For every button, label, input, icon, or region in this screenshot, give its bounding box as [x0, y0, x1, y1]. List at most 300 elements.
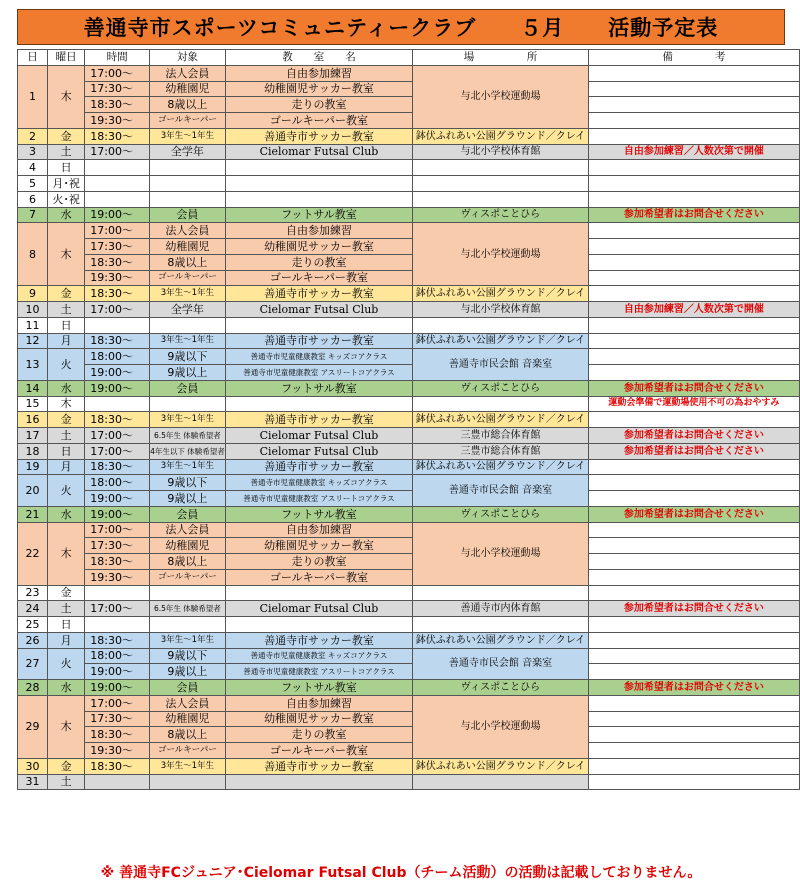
time-cell: 19:00～ [85, 664, 150, 680]
note-cell [588, 239, 799, 255]
note-cell: 参加希望者はお問合せください [588, 207, 799, 223]
day-number: 5 [18, 176, 48, 192]
class-name-cell [225, 617, 412, 633]
schedule-row [18, 286, 800, 302]
day-number: 16 [18, 412, 48, 428]
note-cell [588, 475, 799, 491]
header-time: 時間 [85, 50, 150, 66]
class-name-cell [225, 160, 412, 176]
place-cell: 鉢伏ふれあい公園グラウンド／クレイ [413, 632, 589, 648]
day-number: 29 [18, 695, 48, 758]
header-class-name: 教 室 名 [225, 50, 412, 66]
note-cell [588, 191, 799, 207]
header-weekday: 曜日 [47, 50, 84, 66]
target-cell [150, 585, 226, 601]
day-number: 19 [18, 459, 48, 475]
schedule-row [18, 191, 800, 207]
time-cell: 18:00～ [85, 475, 150, 491]
note-cell [588, 317, 799, 333]
weekday: 木 [47, 396, 84, 412]
note-cell: 運動会準備で運動場使用不可の為おやすみ [588, 396, 799, 412]
time-cell: 18:30～ [85, 286, 150, 302]
weekday: 月 [47, 632, 84, 648]
place-cell [413, 774, 589, 790]
weekday: 土 [47, 601, 84, 617]
time-cell: 17:30～ [85, 239, 150, 255]
target-cell: 8歳以上 [150, 554, 226, 570]
time-cell: 19:00～ [85, 506, 150, 522]
note-cell [588, 128, 799, 144]
time-cell: 18:30～ [85, 128, 150, 144]
class-name-cell: 走りの教室 [225, 727, 412, 743]
class-name-cell: Cielomar Futsal Club [225, 601, 412, 617]
header-place: 場 所 [413, 50, 589, 66]
day-number: 15 [18, 396, 48, 412]
note-cell [588, 160, 799, 176]
time-cell: 18:30～ [85, 632, 150, 648]
class-name-cell: 善通寺市サッカー教室 [225, 128, 412, 144]
schedule-row [18, 459, 800, 475]
class-name-cell: 善通寺市児童健康教室 アスリートコアクラス [225, 365, 412, 381]
time-cell: 19:00～ [85, 680, 150, 696]
class-name-cell: 善通寺市サッカー教室 [225, 459, 412, 475]
day-number: 3 [18, 144, 48, 160]
note-cell [588, 412, 799, 428]
class-name-cell: 走りの教室 [225, 554, 412, 570]
schedule-row [18, 554, 800, 570]
weekday: 月 [47, 333, 84, 349]
target-cell [150, 774, 226, 790]
target-cell: 8歳以上 [150, 727, 226, 743]
target-cell: ゴールキーパー [150, 270, 226, 286]
weekday: 木 [47, 522, 84, 585]
target-cell: 3年生～1年生 [150, 632, 226, 648]
class-name-cell: 善通寺市サッカー教室 [225, 632, 412, 648]
class-name-cell: 幼稚園児サッカー教室 [225, 538, 412, 554]
time-cell: 19:00～ [85, 207, 150, 223]
note-cell [588, 81, 799, 97]
target-cell: 幼稚園児 [150, 81, 226, 97]
class-name-cell: ゴールキーパー教室 [225, 113, 412, 129]
schedule-row [18, 632, 800, 648]
target-cell: 会員 [150, 680, 226, 696]
target-cell: 9歳以下 [150, 475, 226, 491]
schedule-row [18, 333, 800, 349]
time-cell [85, 396, 150, 412]
place-cell: ヴィスポことひら [413, 680, 589, 696]
target-cell: 幼稚園児 [150, 538, 226, 554]
note-cell [588, 695, 799, 711]
note-cell [588, 365, 799, 381]
class-name-cell: 善通寺市児童健康教室 アスリートコアクラス [225, 491, 412, 507]
note-cell [588, 459, 799, 475]
note-cell [588, 664, 799, 680]
weekday: 日 [47, 443, 84, 459]
note-cell: 自由参加練習／人数次第で開催 [588, 302, 799, 318]
place-cell: 与北小学校運動場 [413, 223, 589, 286]
weekday: 日 [47, 160, 84, 176]
schedule-row [18, 254, 800, 270]
schedule-row [18, 774, 800, 790]
target-cell: 9歳以上 [150, 491, 226, 507]
class-name-cell: 自由参加練習 [225, 223, 412, 239]
place-cell [413, 160, 589, 176]
note-cell [588, 176, 799, 192]
note-cell: 参加希望者はお問合せください [588, 380, 799, 396]
day-number: 8 [18, 223, 48, 286]
day-number: 11 [18, 317, 48, 333]
target-cell: 8歳以上 [150, 97, 226, 113]
schedule-row [18, 491, 800, 507]
weekday: 金 [47, 286, 84, 302]
class-name-cell: フットサル教室 [225, 207, 412, 223]
schedule-row [18, 727, 800, 743]
time-cell: 18:30～ [85, 554, 150, 570]
schedule-body [18, 65, 800, 790]
class-name-cell: 善通寺市児童健康教室 キッズコアクラス [225, 648, 412, 664]
schedule-row [18, 65, 800, 81]
note-cell [588, 113, 799, 129]
day-number: 10 [18, 302, 48, 318]
time-cell: 17:00～ [85, 443, 150, 459]
day-number: 21 [18, 506, 48, 522]
weekday: 火･祝 [47, 191, 84, 207]
time-cell [85, 191, 150, 207]
class-name-cell: 自由参加練習 [225, 65, 412, 81]
time-cell: 19:00～ [85, 380, 150, 396]
class-name-cell: 善通寺市サッカー教室 [225, 758, 412, 774]
class-name-cell: 善通寺市サッカー教室 [225, 412, 412, 428]
schedule-row [18, 585, 800, 601]
target-cell: ゴールキーパー [150, 569, 226, 585]
schedule-row [18, 617, 800, 633]
note-cell [588, 632, 799, 648]
place-cell: 三豊市総合体育館 [413, 428, 589, 444]
schedule-row [18, 412, 800, 428]
place-cell [413, 191, 589, 207]
weekday: 木 [47, 65, 84, 128]
place-cell: 善通寺市民会館 音楽室 [413, 648, 589, 680]
class-name-cell: Cielomar Futsal Club [225, 428, 412, 444]
time-cell: 17:00～ [85, 144, 150, 160]
schedule-row [18, 160, 800, 176]
place-cell: 善通寺市民会館 音楽室 [413, 475, 589, 507]
time-cell [85, 317, 150, 333]
place-cell [413, 585, 589, 601]
class-name-cell [225, 585, 412, 601]
schedule-row [18, 128, 800, 144]
weekday: 金 [47, 128, 84, 144]
time-cell: 17:00～ [85, 522, 150, 538]
class-name-cell: 自由参加練習 [225, 695, 412, 711]
place-cell: 与北小学校体育館 [413, 302, 589, 318]
place-cell [413, 317, 589, 333]
time-cell [85, 160, 150, 176]
class-name-cell: 自由参加練習 [225, 522, 412, 538]
note-cell [588, 727, 799, 743]
target-cell: 4年生以下 体験希望者 [150, 443, 226, 459]
note-cell [588, 286, 799, 302]
time-cell: 18:00～ [85, 349, 150, 365]
place-cell [413, 396, 589, 412]
day-number: 14 [18, 380, 48, 396]
day-number: 23 [18, 585, 48, 601]
day-number: 13 [18, 349, 48, 381]
weekday: 水 [47, 506, 84, 522]
day-number: 27 [18, 648, 48, 680]
time-cell: 18:30～ [85, 333, 150, 349]
schedule-row [18, 223, 800, 239]
note-cell [588, 774, 799, 790]
time-cell [85, 617, 150, 633]
day-number: 20 [18, 475, 48, 507]
target-cell: 3年生～1年生 [150, 412, 226, 428]
time-cell: 18:30～ [85, 727, 150, 743]
target-cell: 会員 [150, 207, 226, 223]
time-cell: 18:30～ [85, 412, 150, 428]
weekday: 土 [47, 428, 84, 444]
target-cell: 9歳以上 [150, 365, 226, 381]
schedule-row [18, 380, 800, 396]
time-cell: 19:00～ [85, 365, 150, 381]
weekday: 金 [47, 412, 84, 428]
note-cell [588, 270, 799, 286]
target-cell [150, 617, 226, 633]
weekday: 水 [47, 207, 84, 223]
schedule-row [18, 144, 800, 160]
class-name-cell: ゴールキーパー教室 [225, 743, 412, 759]
weekday: 水 [47, 680, 84, 696]
class-name-cell: ゴールキーパー教室 [225, 270, 412, 286]
place-cell: 与北小学校運動場 [413, 65, 589, 128]
schedule-table [17, 49, 800, 790]
target-cell: 9歳以下 [150, 349, 226, 365]
day-number: 1 [18, 65, 48, 128]
class-name-cell: フットサル教室 [225, 680, 412, 696]
class-name-cell: 善通寺市サッカー教室 [225, 333, 412, 349]
note-cell [588, 97, 799, 113]
note-cell [588, 617, 799, 633]
note-cell [588, 65, 799, 81]
class-name-cell: 善通寺市児童健康教室 アスリートコアクラス [225, 664, 412, 680]
schedule-row [18, 758, 800, 774]
place-cell: 鉢伏ふれあい公園グラウンド／クレイ [413, 412, 589, 428]
target-cell: 法人会員 [150, 223, 226, 239]
class-name-cell: Cielomar Futsal Club [225, 302, 412, 318]
note-cell [588, 538, 799, 554]
schedule-row [18, 475, 800, 491]
target-cell: 全学年 [150, 302, 226, 318]
class-name-cell: Cielomar Futsal Club [225, 443, 412, 459]
weekday: 土 [47, 774, 84, 790]
schedule-row [18, 569, 800, 585]
schedule-row [18, 601, 800, 617]
header-target: 対象 [150, 50, 226, 66]
day-number: 6 [18, 191, 48, 207]
class-name-cell: Cielomar Futsal Club [225, 144, 412, 160]
day-number: 22 [18, 522, 48, 585]
target-cell: 8歳以上 [150, 254, 226, 270]
day-number: 17 [18, 428, 48, 444]
class-name-cell: 幼稚園児サッカー教室 [225, 81, 412, 97]
note-cell: 参加希望者はお問合せください [588, 601, 799, 617]
schedule-row [18, 506, 800, 522]
schedule-row [18, 349, 800, 365]
target-cell: 3年生～1年生 [150, 459, 226, 475]
place-cell: ヴィスポことひら [413, 207, 589, 223]
class-name-cell: 幼稚園児サッカー教室 [225, 711, 412, 727]
time-cell: 19:30～ [85, 743, 150, 759]
header-notes: 備 考 [588, 50, 799, 66]
place-cell [413, 176, 589, 192]
note-cell [588, 569, 799, 585]
day-number: 26 [18, 632, 48, 648]
place-cell: 鉢伏ふれあい公園グラウンド／クレイ [413, 758, 589, 774]
place-cell: ヴィスポことひら [413, 506, 589, 522]
schedule-row [18, 97, 800, 113]
note-cell [588, 349, 799, 365]
schedule-row [18, 113, 800, 129]
place-cell: 善通寺市民会館 音楽室 [413, 349, 589, 381]
weekday: 火 [47, 648, 84, 680]
note-cell [588, 491, 799, 507]
weekday: 月･祝 [47, 176, 84, 192]
target-cell: ゴールキーパー [150, 113, 226, 129]
place-cell: 善通寺市内体育館 [413, 601, 589, 617]
class-name-cell [225, 176, 412, 192]
note-cell [588, 711, 799, 727]
place-cell: 鉢伏ふれあい公園グラウンド／クレイ [413, 333, 589, 349]
note-cell: 参加希望者はお問合せください [588, 680, 799, 696]
class-name-cell: 走りの教室 [225, 254, 412, 270]
weekday: 水 [47, 380, 84, 396]
class-name-cell: フットサル教室 [225, 506, 412, 522]
note-cell [588, 743, 799, 759]
schedule-row [18, 522, 800, 538]
target-cell: 3年生～1年生 [150, 286, 226, 302]
schedule-row [18, 538, 800, 554]
schedule-row [18, 428, 800, 444]
target-cell: 3年生～1年生 [150, 333, 226, 349]
place-cell: 与北小学校運動場 [413, 695, 589, 758]
time-cell: 18:30～ [85, 758, 150, 774]
day-number: 9 [18, 286, 48, 302]
time-cell: 18:30～ [85, 254, 150, 270]
time-cell: 18:00～ [85, 648, 150, 664]
schedule-row [18, 443, 800, 459]
schedule-row [18, 695, 800, 711]
class-name-cell [225, 774, 412, 790]
target-cell [150, 317, 226, 333]
day-number: 28 [18, 680, 48, 696]
class-name-cell: 善通寺市サッカー教室 [225, 286, 412, 302]
footer-note: ※ 善通寺FCジュニア･Cielomar Futsal Club（チーム活動）の活動は記載しておりません。 [100, 865, 702, 881]
target-cell [150, 160, 226, 176]
class-name-cell: 善通寺市児童健康教室 キッズコアクラス [225, 475, 412, 491]
target-cell: 3年生～1年生 [150, 128, 226, 144]
schedule-row [18, 365, 800, 381]
day-number: 2 [18, 128, 48, 144]
time-cell: 17:30～ [85, 538, 150, 554]
note-cell [588, 254, 799, 270]
weekday: 火 [47, 349, 84, 381]
weekday: 日 [47, 317, 84, 333]
time-cell: 17:30～ [85, 711, 150, 727]
class-name-cell: 走りの教室 [225, 97, 412, 113]
day-number: 25 [18, 617, 48, 633]
schedule-row [18, 664, 800, 680]
day-number: 4 [18, 160, 48, 176]
target-cell: 全学年 [150, 144, 226, 160]
note-cell: 参加希望者はお問合せください [588, 428, 799, 444]
weekday: 土 [47, 302, 84, 318]
time-cell: 17:00～ [85, 302, 150, 318]
target-cell: 会員 [150, 506, 226, 522]
note-cell [588, 554, 799, 570]
time-cell: 18:30～ [85, 97, 150, 113]
time-cell: 17:30～ [85, 81, 150, 97]
note-cell: 自由参加練習／人数次第で開催 [588, 144, 799, 160]
day-number: 7 [18, 207, 48, 223]
class-name-cell [225, 396, 412, 412]
schedule-row [18, 711, 800, 727]
class-name-cell [225, 317, 412, 333]
weekday: 月 [47, 459, 84, 475]
schedule-row [18, 648, 800, 664]
time-cell [85, 585, 150, 601]
target-cell: 法人会員 [150, 522, 226, 538]
note-cell: 参加希望者はお問合せください [588, 443, 799, 459]
day-number: 31 [18, 774, 48, 790]
schedule-row [18, 239, 800, 255]
place-cell: 鉢伏ふれあい公園グラウンド／クレイ [413, 128, 589, 144]
note-cell [588, 758, 799, 774]
class-name-cell: フットサル教室 [225, 380, 412, 396]
target-cell: 法人会員 [150, 65, 226, 81]
day-number: 30 [18, 758, 48, 774]
schedule-row [18, 270, 800, 286]
target-cell [150, 176, 226, 192]
page-title: 善通寺市スポーツコミュニティークラブ ５月 活動予定表 [17, 9, 785, 45]
target-cell [150, 191, 226, 207]
schedule-row [18, 207, 800, 223]
schedule-row [18, 302, 800, 318]
header-row [18, 50, 800, 66]
time-cell: 17:00～ [85, 601, 150, 617]
place-cell [413, 617, 589, 633]
day-number: 12 [18, 333, 48, 349]
target-cell: ゴールキーパー [150, 743, 226, 759]
target-cell: 幼稚園児 [150, 239, 226, 255]
time-cell: 19:30～ [85, 113, 150, 129]
time-cell: 17:00～ [85, 428, 150, 444]
schedule-row [18, 176, 800, 192]
place-cell: ヴィスポことひら [413, 380, 589, 396]
place-cell: 三豊市総合体育館 [413, 443, 589, 459]
note-cell [588, 585, 799, 601]
time-cell: 17:00～ [85, 223, 150, 239]
place-cell: 与北小学校運動場 [413, 522, 589, 585]
day-number: 18 [18, 443, 48, 459]
time-cell: 18:30～ [85, 459, 150, 475]
schedule-row [18, 317, 800, 333]
target-cell: 6.5年生 体験希望者 [150, 428, 226, 444]
target-cell: 9歳以上 [150, 664, 226, 680]
time-cell: 17:00～ [85, 695, 150, 711]
target-cell: 3年生～1年生 [150, 758, 226, 774]
schedule-row [18, 680, 800, 696]
weekday: 木 [47, 223, 84, 286]
